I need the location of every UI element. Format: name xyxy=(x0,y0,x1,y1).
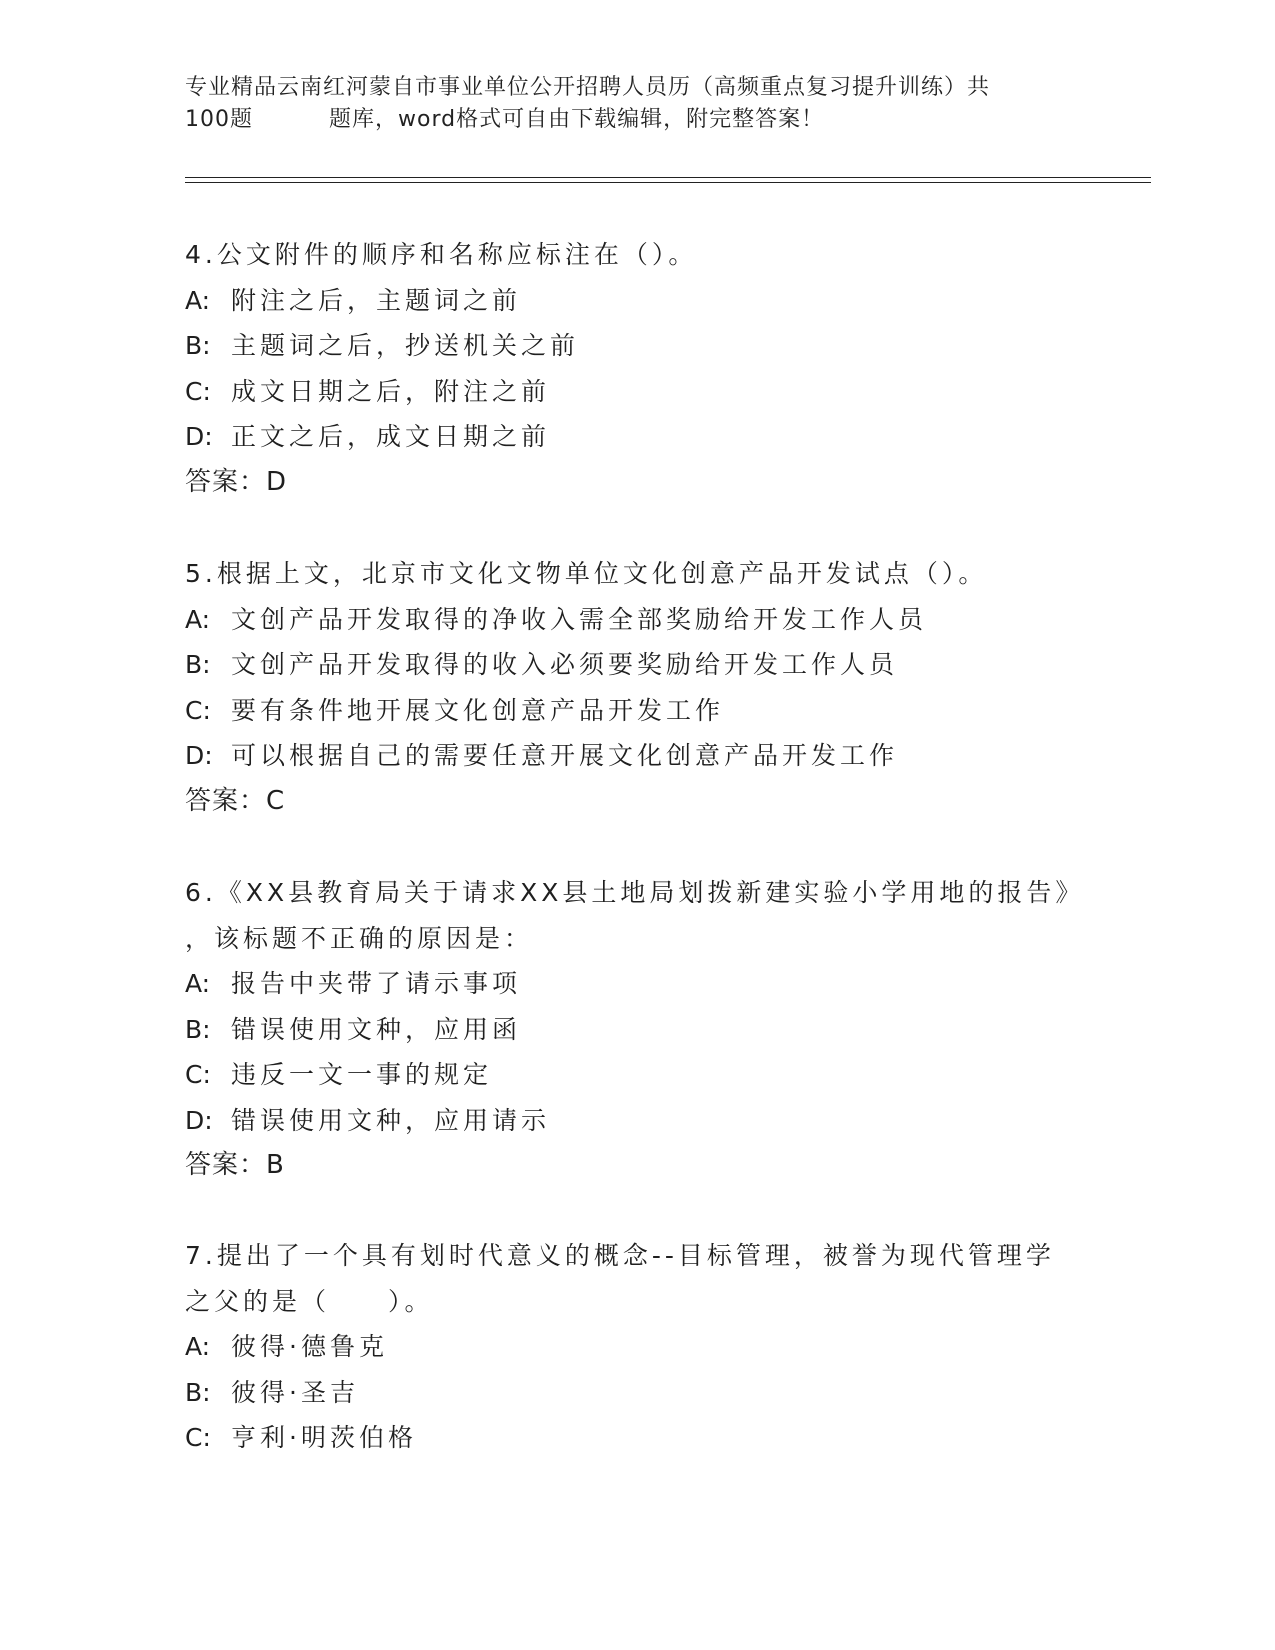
question-5 xyxy=(185,551,1085,824)
option-a xyxy=(185,597,1085,643)
option-label: A: xyxy=(185,285,211,315)
question-4 xyxy=(185,232,1085,505)
option-a xyxy=(185,278,1085,324)
document-header xyxy=(185,72,1065,136)
option-text: 可以根据自己的需要任意开展文化创意产品开发工作 xyxy=(231,741,899,770)
question-7 xyxy=(185,1233,1085,1461)
question-stem: 7.提出了一个具有划时代意义的概念--目标管理，被誉为现代管理学 xyxy=(185,1241,1055,1270)
header-divider-bottom xyxy=(185,182,1151,183)
header-title-line-1: 专业精品云南红河蒙自市事业单位公开招聘人员历（高频重点复习提升训练）共 xyxy=(185,75,991,100)
header-description: 题库，word格式可自由下载编辑，附完整答案！ xyxy=(329,107,825,132)
option-a xyxy=(185,1324,1085,1370)
option-label: D: xyxy=(185,741,213,770)
option-c xyxy=(185,369,1085,415)
question-stem-continued: 之父的是（ ）。 xyxy=(185,1286,434,1316)
question-6 xyxy=(185,870,1085,1189)
option-label: A: xyxy=(185,604,211,634)
answer: 答案：D xyxy=(185,466,288,497)
option-text: 要有条件地开展文化创意产品开发工作 xyxy=(231,695,725,725)
option-label: D: xyxy=(185,422,213,451)
question-stem: 5.根据上文，北京市文化文物单位文化创意产品开发试点（）。 xyxy=(185,559,988,588)
option-text: 附注之后，主题词之前 xyxy=(231,285,522,315)
option-text: 错误使用文种，应用函 xyxy=(231,1014,522,1044)
option-label: C: xyxy=(185,1423,211,1452)
header-spacer xyxy=(253,104,329,136)
question-stem: 6.《XX县教育局关于请求XX县土地局划拨新建实验小学用地的报告》 xyxy=(185,878,1085,907)
answer: 答案：C xyxy=(185,785,286,816)
option-b xyxy=(185,1007,1085,1053)
option-label: B: xyxy=(185,331,211,360)
option-b xyxy=(185,1370,1085,1416)
option-d xyxy=(185,414,1085,460)
option-b xyxy=(185,323,1085,369)
option-text: 正文之后，成文日期之前 xyxy=(231,422,551,451)
option-d xyxy=(185,733,1085,779)
option-text: 亨利·明茨伯格 xyxy=(231,1423,417,1452)
option-a xyxy=(185,961,1085,1007)
answer: 答案：B xyxy=(185,1150,285,1180)
option-text: 错误使用文种，应用请示 xyxy=(231,1105,551,1135)
option-b xyxy=(185,642,1085,688)
option-text: 主题词之后，抄送机关之前 xyxy=(231,331,580,360)
header-divider-top xyxy=(185,177,1151,178)
option-c xyxy=(185,688,1085,734)
question-stem-continued: ，该标题不正确的原因是： xyxy=(185,923,534,953)
option-c xyxy=(185,1052,1085,1098)
option-text: 文创产品开发取得的收入必须要奖励给开发工作人员 xyxy=(231,650,899,679)
option-label: B: xyxy=(185,1014,211,1044)
option-label: C: xyxy=(185,376,211,406)
option-text: 违反一文一事的规定 xyxy=(231,1060,493,1089)
option-label: C: xyxy=(185,1060,211,1089)
option-label: C: xyxy=(185,695,211,725)
option-label: A: xyxy=(185,969,211,998)
option-text: 成文日期之后，附注之前 xyxy=(231,376,551,406)
option-text: 彼得·圣吉 xyxy=(231,1377,359,1407)
option-d xyxy=(185,1098,1085,1144)
option-c xyxy=(185,1415,1085,1461)
header-title-line-2 xyxy=(185,104,1065,136)
question-stem: 4.公文附件的顺序和名称应标注在（）。 xyxy=(185,240,698,269)
header-question-count: 100题 xyxy=(185,107,253,132)
option-text: 彼得·德鲁克 xyxy=(231,1332,388,1361)
option-label: B: xyxy=(185,1377,211,1407)
option-text: 文创产品开发取得的净收入需全部奖励给开发工作人员 xyxy=(231,604,928,634)
option-label: A: xyxy=(185,1332,211,1361)
option-text: 报告中夹带了请示事项 xyxy=(231,969,522,998)
option-label: D: xyxy=(185,1105,213,1135)
option-label: B: xyxy=(185,650,211,679)
